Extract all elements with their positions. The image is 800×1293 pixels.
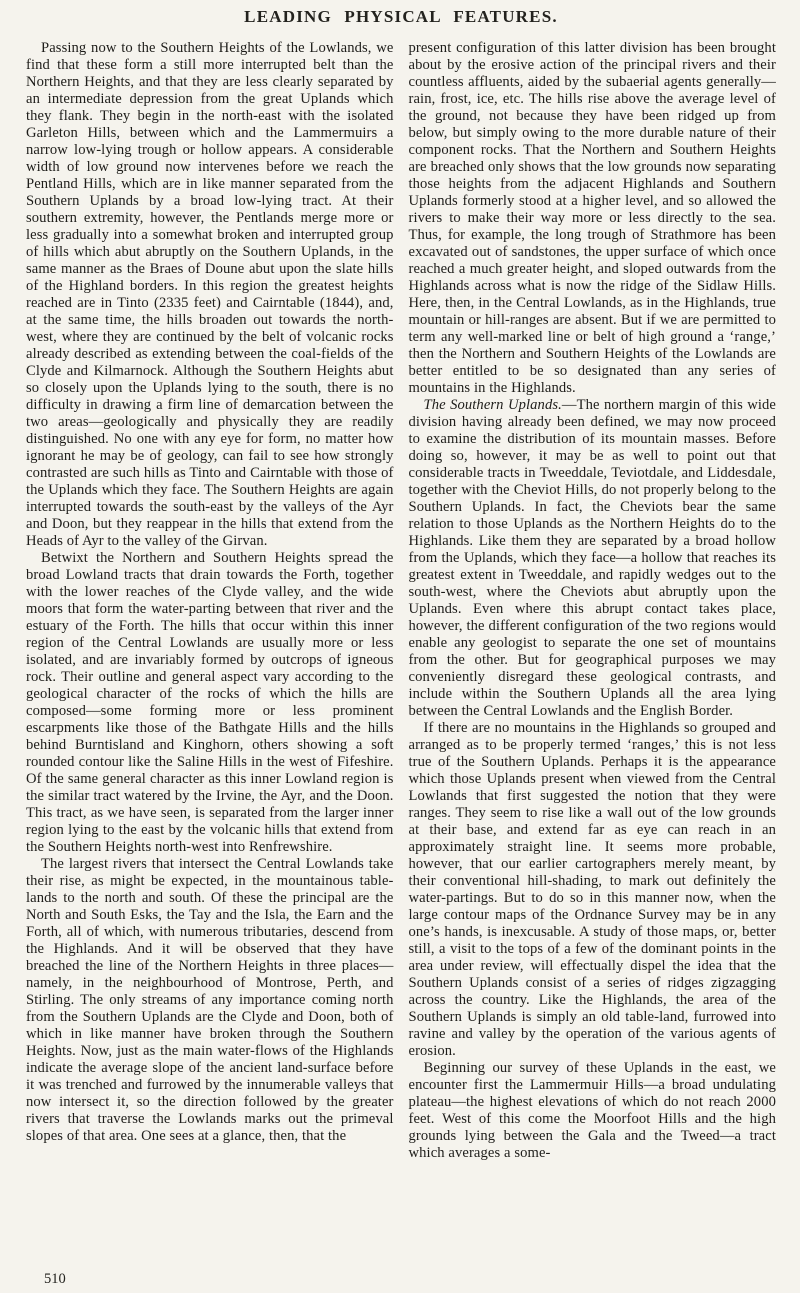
left-column: [26, 40, 394, 1162]
paragraph-southern-uplands: [409, 397, 777, 720]
paragraph-no-mountain-ranges: If there are no mountains in the Highlands so grouped and arranged as to be properly termed ‘ranges,’ this is not less true of the Southern Uplands. Perhaps it is the appearance which those Uplands present when viewed from the Central Lowlands that first suggested the notion that they were ranges. They seem to rise like a wall out of the low grounds at their base, and extend far as eye can reach in an approximately straight line. It seems more probable, however, that our earlier cartographers merely meant, by their conventional hill-shading, to mark out definitely the water-partings. But to do so in this manner now, when the large contour maps of the Ordnance Survey may be in any one’s hands, is inexcusable. A study of those maps, or, better still, a visit to the tops of a few of the dominant points in the area under review, will effectually dispel the idea that the Southern Uplands consist of a series of ridges zigzagging across the country. Like the Highlands, the area of the Southern Uplands is simply an old table-land, furrowed into ravine and valley by the operation of the various agents of erosion.: [408, 720, 776, 1059]
paragraph-continuation-configuration: present configuration of this latter division has been brought about by the erosive action of the principal rivers and their countless affluents, aided by the subaerial agents generally—rain, frost, ice, etc. The hills rise above the average level of the ground, not because they have been ridged up from below, but simply owing to the more durable nature of their component rocks. That the Northern and Southern Heights are breached only shows that the low grounds now separating those heights from the adjacent Highlands and Southern Uplands formerly stood at a higher level, and so allowed the rivers to make their way more or less directly to the sea. Thus, for example, the long trough of Strathmore has been excavated out of sandstones, the upper surface of which once reached a much greater height, and sloped outwards from the Highlands across what is now the ridge of the Sidlaw Hills. Here, then, in the Central Lowlands, as in the Highlands, true mountain or hill-ranges are absent. But if we are permitted to term any well-marked line or belt of high ground a ‘range,’ then the Northern and Southern Heights of the Lowlands are better entitled to be so designated than any series of mountains in the Highlands.: [408, 40, 776, 396]
paragraph-lowland-tracts: Betwixt the Northern and Southern Heights spread the broad Lowland tracts that drain towards the Forth, together with the lower reaches of the Clyde valley, and the wide moors that form the water-parting between that river and the estuary of the Forth. The hills that occur within this inner region of the Central Lowlands are usually more or less isolated, and are invariably formed by outcrops of igneous rock. Their outline and general aspect vary according to the geological character of the rocks of which the hills are composed—some forming more or less prominent escarpments like those of the Bathgate Hills and the hills behind Burntisland and Kinghorn, others showing a soft rounded contour like the Saline Hills in the west of Fifeshire. Of the same general character as this inner Lowland region is the similar tract watered by the Irvine, the Ayr, and the Doon. This tract, as we have seen, is separated from the larger inner region lying to the east by the volcanic hills that extend from the Southern Heights north-west into Renfrewshire.: [26, 550, 394, 855]
two-column-layout: [26, 40, 776, 1162]
page-number: 510: [44, 1271, 66, 1287]
paragraph-largest-rivers: The largest rivers that intersect the Central Lowlands take their rise, as might be expected, in the mountainous table-lands to the north and south. Of these the principal are the North and South Esks, the Tay and the Isla, the Earn and the Forth, all of which, with numerous tributaries, descend from the Highlands. And it will be observed that they have breached the line of the Northern Heights in three places—namely, in the neighbourhood of Montrose, Perth, and Stirling. The only streams of any importance coming north from the Southern Uplands are the Clyde and Doon, both of which in like manner have broken through the Southern Heights. Now, just as the main water-flows of the Highlands indicate the average slope of the ancient land-surface before it was trenched and furrowed by the innumerable valleys that now intersect it, so the direction followed by the greater rivers that traverse the Lowlands marks out the primeval slopes of that area. One sees at a glance, then, that the: [26, 856, 394, 1144]
section-heading-southern-uplands: The Southern Uplands.: [423, 397, 562, 413]
paragraph-text: —The northern margin of this wide division having already been defined, we may now proceed to examine the distribution of its mountain masses. Before doing so, however, it may be as well to point out that considerable tracts in Tweeddale, Teviotdale, and Liddesdale, together with the Cheviot Hills, do not properly belong to the Southern Uplands. In fact, the Cheviots bear the same relation to those Uplands as the Northern Heights do to the Highlands. Like them they are separated by a broad hollow from the Uplands, which they face—a hollow that reaches its greatest extent in Tweeddale, and rapidly wedges out to the south-west, where the Cheviots abut abruptly upon the Uplands. Even where this abrupt contact takes place, however, the different configuration of the two regions would enable any geologist to separate the one set of mountains from the other. But for geographical purposes we may conveniently disregard these geological contrasts, and include within the Southern Uplands all the area lying between the Central Lowlands and the English Border.: [408, 397, 776, 719]
paragraph-survey-beginning: Beginning our survey of these Uplands in the east, we encounter first the Lammermuir Hills—a broad undulating plateau—the highest elevations of which do not reach 2000 feet. West of this come the Moorfoot Hills and the high grounds lying between the Gala and the Tweed—a tract which averages a some-: [408, 1060, 776, 1161]
right-column: [409, 40, 777, 1162]
paragraph-southern-heights: Passing now to the Southern Heights of the Lowlands, we find that these form a still more interrupted belt than the Northern Heights, and that they are less clearly separated by an intermediate depression from the great Uplands which they flank. They begin in the north-east with the isolated Garleton Hills, between which and the Lammermuirs a narrow low-lying trough or hollow appears. A considerable width of low ground now intervenes before we reach the Pentland Hills, which are in like manner separated from the Southern Uplands by a broad low-lying tract. At their southern extremity, however, the Pentlands merge more or less gradually into a somewhat broken and interrupted group of hills which abut abruptly on the Southern Uplands, in the same manner as the Braes of Doune abut upon the slate hills of the Highland borders. In this region the greatest heights reached are in Tinto (2335 feet) and Cairntable (1844), and, at the same time, the hills broaden out towards the north-west, where they are continued by the belt of volcanic rocks already described as extending between the coal-fields of the Clyde and Kilmarnock. Although the Southern Heights abut so closely upon the Uplands lying to the south, there is no difficulty in drawing a firm line of demarcation between the two areas—geologically and physically they are readily distinguished. No one with any eye for form, no matter how ignorant he may be of geology, can fail to see how strongly contrasted are such hills as Tinto and Cairntable with those of the Uplands which they face. The Southern Heights are again interrupted towards the south-east by the valleys of the Ayr and Doon, but they reappear in the hills that extend from the Heads of Ayr to the valley of the Girvan.: [26, 40, 394, 549]
page-title: LEADING PHYSICAL FEATURES.: [244, 7, 558, 26]
